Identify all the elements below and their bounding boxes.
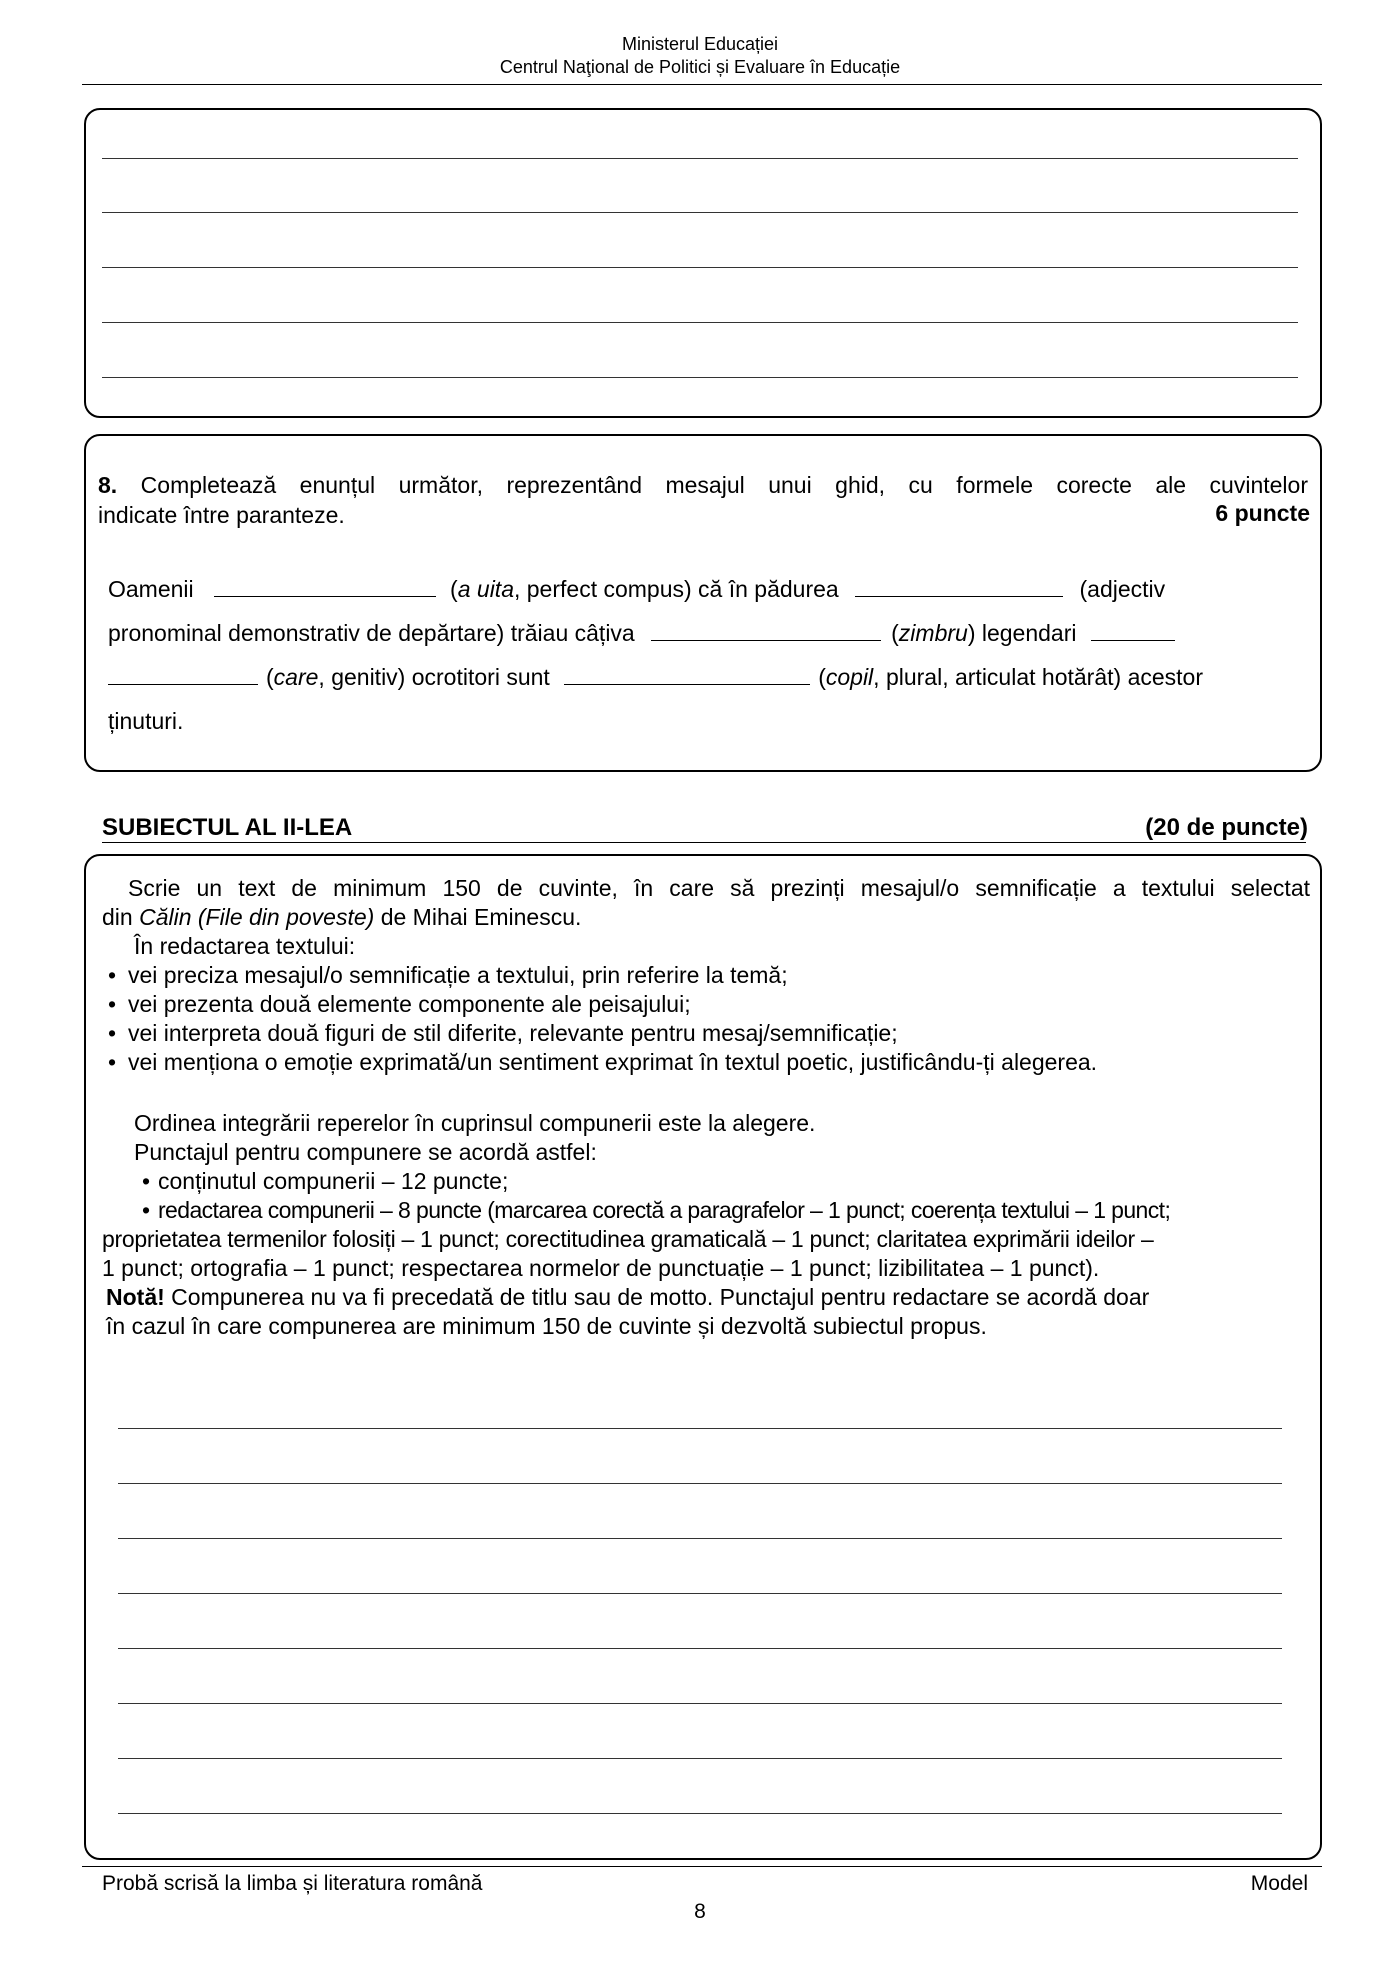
footer-exam-name: Probă scrisă la limba și literatura română	[102, 1872, 483, 1895]
score-item	[134, 1167, 508, 1196]
bullet-icon: •	[141, 1168, 151, 1194]
fill-hint-italic: care	[273, 664, 319, 690]
blank-adjectiv[interactable]	[855, 576, 1063, 597]
subject-2-title: SUBIECTUL AL II-LEA	[102, 814, 353, 841]
subject-2-intro-line1: Scrie un text de minimum 150 de cuvinte, în care să prezinți mesajul/o semnificație a textului selectat	[128, 875, 1310, 901]
requirement-text: vei preciza mesajul/o semnificație a textului, prin referire la temă;	[128, 962, 788, 988]
requirement-text: vei interpreta două figuri de stil diferite, relevante pentru mesaj/semnificație;	[128, 1020, 898, 1046]
score-item	[134, 1196, 1170, 1225]
header-center: Centrul Naţional de Politici și Evaluare în Educație	[499, 57, 901, 77]
score-continuation: 1 punct; ortografia – 1 punct; respectarea normelor de punctuație – 1 punct; lizibilitatea – 1 punct).	[102, 1255, 1100, 1281]
footer-model-label: Model	[1250, 1872, 1308, 1895]
note	[106, 1283, 1149, 1312]
fill-hint-italic: copil	[825, 664, 874, 690]
redact-intro: În redactarea textului:	[134, 933, 356, 959]
intro-text: din	[102, 904, 140, 930]
fill-text: (	[450, 576, 458, 602]
bullet-icon: •	[107, 991, 117, 1017]
fill-sentence-line-1	[108, 576, 1165, 603]
answer-line[interactable]	[118, 1538, 1282, 1539]
fill-text: (	[818, 664, 826, 690]
answer-line[interactable]	[102, 267, 1298, 268]
blank-zimbru[interactable]	[651, 620, 881, 641]
answer-line[interactable]	[102, 158, 1298, 159]
page-number: 8	[694, 1900, 706, 1923]
question-8-prompt	[98, 470, 1308, 500]
footer-divider	[82, 1866, 1322, 1867]
blank-a-uita[interactable]	[214, 576, 436, 597]
answer-line[interactable]	[102, 377, 1298, 378]
bullet-icon: •	[107, 962, 117, 988]
score-intro: Punctajul pentru compunere se acordă astfel:	[134, 1139, 597, 1165]
requirement-bullet	[96, 961, 788, 990]
score-continuation: proprietatea termenilor folosiți – 1 punct; corectitudinea gramaticală – 1 punct; claritatea exprimării ideilor –	[102, 1226, 1154, 1252]
answer-box-top	[84, 108, 1322, 418]
fill-text: Oamenii	[108, 576, 194, 602]
answer-line[interactable]	[118, 1648, 1282, 1649]
subject-2-underline	[102, 842, 1306, 843]
note-continuation: în cazul în care compunerea are minimum 150 de cuvinte și dezvoltă subiectul propus.	[106, 1313, 987, 1339]
answer-line[interactable]	[118, 1703, 1282, 1704]
answer-line[interactable]	[118, 1758, 1282, 1759]
note-label: Notă!	[106, 1284, 165, 1310]
answer-line[interactable]	[118, 1593, 1282, 1594]
requirement-text: vei menționa o emoție exprimată/un sentiment exprimat în textul poetic, justificându-ți alegerea.	[128, 1049, 1098, 1075]
answer-line[interactable]	[118, 1483, 1282, 1484]
question-8-prompt-line1: Completează enunțul următor, reprezentând mesajul unui ghid, cu formele corecte ale cuvintelor	[140, 472, 1308, 498]
subject-2-box	[84, 854, 1322, 1860]
score-item-text: conținutul compunerii – 12 puncte;	[158, 1168, 509, 1194]
intro-text: de Mihai Eminescu.	[374, 904, 582, 930]
order-note: Ordinea integrării reperelor în cuprinsul compunerii este la alegere.	[134, 1110, 816, 1136]
header-divider	[82, 84, 1322, 85]
answer-line[interactable]	[118, 1813, 1282, 1814]
fill-hint-italic: a uita	[457, 576, 514, 602]
fill-text: (	[891, 620, 899, 646]
requirement-text: vei prezenta două elemente componente ale peisajului;	[128, 991, 691, 1017]
answer-line[interactable]	[102, 212, 1298, 213]
bullet-icon: •	[107, 1020, 117, 1046]
fill-text: ) legendari	[967, 620, 1077, 646]
fill-text: , plural, articulat hotărât) acestor	[873, 664, 1203, 690]
subject-2-intro-line2	[102, 903, 581, 932]
blank-care-part2[interactable]	[108, 664, 258, 685]
fill-text: pronominal demonstrativ de depărtare) trăiau câțiva	[108, 620, 635, 646]
bullet-icon: •	[107, 1049, 117, 1075]
question-8-box	[84, 434, 1322, 772]
subject-2-points: (20 de puncte)	[1145, 814, 1308, 841]
score-item-text: redactarea compunerii – 8 puncte (marcarea corectă a paragrafelor – 1 punct; coerența textului – 1 punct;	[158, 1197, 1171, 1223]
question-8-prompt-line2: indicate între paranteze.	[98, 502, 345, 528]
blank-care-part1[interactable]	[1091, 620, 1175, 641]
fill-text: (	[266, 664, 274, 690]
answer-line[interactable]	[118, 1428, 1282, 1429]
requirement-bullet	[96, 1048, 1097, 1077]
fill-text: , perfect compus) că în pădurea	[513, 576, 839, 602]
requirement-bullet	[96, 1019, 898, 1048]
bullet-icon: •	[141, 1197, 151, 1223]
header-ministry: Ministerul Educației	[621, 34, 779, 54]
question-8-points: 6 puncte	[1215, 500, 1310, 526]
fill-sentence-line-4: ținuturi.	[108, 708, 184, 734]
fill-sentence-line-2	[108, 620, 1175, 647]
poem-title: Călin (File din poveste)	[139, 904, 375, 930]
blank-copil[interactable]	[564, 664, 810, 685]
question-number: 8.	[98, 472, 118, 498]
requirement-bullet	[96, 990, 691, 1019]
note-text: Compunerea nu va fi precedată de titlu sau de motto. Punctajul pentru redactare se acordă doar	[164, 1284, 1150, 1310]
fill-sentence-line-3	[108, 664, 1203, 691]
fill-hint-italic: zimbru	[898, 620, 968, 646]
fill-text: , genitiv) ocrotitori sunt	[318, 664, 550, 690]
answer-line[interactable]	[102, 322, 1298, 323]
fill-text: (adjectiv	[1079, 576, 1166, 602]
